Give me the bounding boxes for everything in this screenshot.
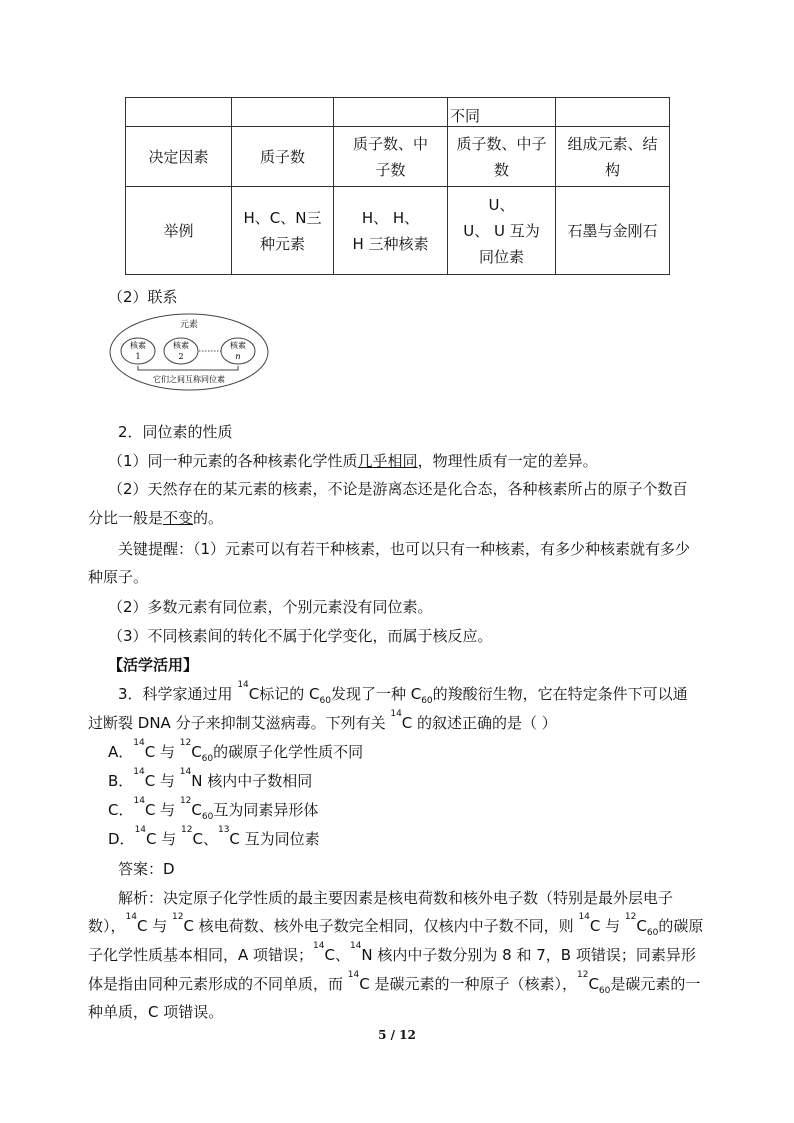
table-cell: H、 H、 H 三种核素 <box>334 187 448 275</box>
option-d[interactable]: D．$^{14}$C 与 $^{12}$C、$^{13}$C 互为同位素 <box>108 825 320 848</box>
table-cell: 质子数 <box>232 127 334 187</box>
question-3: 3．科学家通过用 $^{14}$C标记的 $C_{60}$发现了一种 $C_{60}$的羧酸衍生物，它在特定条件下可以通 <box>118 680 688 706</box>
row-label-example: 举例 <box>126 187 232 275</box>
table-row <box>126 127 670 187</box>
table-cell: 组成元素、结 构 <box>556 127 670 187</box>
row-label-determinant: 决定因素 <box>126 127 232 187</box>
isotope-relation-diagram <box>108 312 270 392</box>
table-row <box>126 187 670 275</box>
paragraph: （1）同一种元素的各种核素化学性质几乎相同，物理性质有一定的差异。 <box>108 452 598 470</box>
comparison-table <box>125 97 670 275</box>
nuclide-1-label: 核素 <box>130 341 146 350</box>
analysis: 子化学性质基本相同，A 项错误；$^{14}$C、$^{14}$N 核内中子数分别为 8 和 7，B 项错误；同素异形 <box>88 941 696 964</box>
active-heading: 【活学活用】 <box>108 656 199 674</box>
table-cell: 不同 <box>448 98 556 127</box>
section-title: 2．同位素的性质 <box>118 423 233 441</box>
nuclide-n-label: 核素 <box>230 341 246 350</box>
table-cell: 质子数、中子 数 <box>448 127 556 187</box>
paragraph: 分比一般是不变的。 <box>88 509 224 527</box>
diagram-bottom-label: 它们之间互称同位素 <box>153 375 225 384</box>
table-row <box>126 98 670 127</box>
paragraph: （2）天然存在的某元素的核素，不论是游离态还是化合态，各种核素所占的原子个数百 <box>108 480 688 498</box>
key-tip: （3）不同核素间的转化不属于化学变化，而属于核反应。 <box>108 627 493 645</box>
option-b[interactable]: B．$^{14}$C 与 $^{14}$N 核内中子数相同 <box>108 767 313 790</box>
nuclide-2-label: 核素 <box>173 341 189 350</box>
analysis: 数），$^{14}$C 与 $^{12}$C 核电荷数、核外电子数完全相同，仅核内中子数不同，则 $^{14}$C 与 $^{12}C_{60}$的碳原 <box>88 912 704 938</box>
nuclide-2-index: 2 <box>178 352 184 361</box>
analysis: 解析：决定原子化学性质的最主要因素是核电荷数和核外电子数（特别是最外层电子 <box>118 889 674 907</box>
diagram-element-label: 元素 <box>179 320 199 330</box>
answer: 答案：D <box>118 860 175 878</box>
page-number: 5 / 12 <box>378 1028 416 1042</box>
relation-heading: （2）联系 <box>108 288 178 306</box>
table-cell: 质子数、中 子数 <box>334 127 448 187</box>
bracket-line <box>138 366 238 370</box>
table-cell: 石墨与金刚石 <box>556 187 670 275</box>
table-cell: H、C、N三 种元素 <box>232 187 334 275</box>
key-tip: 种原子。 <box>88 568 149 586</box>
analysis: 体是指由同种元素形成的不同单质，而 $^{14}$C 是碳元素的一种原子（核素），$^{12}C_{60}$是碳元素的一 <box>88 970 701 996</box>
nuclide-1-index: 1 <box>135 352 141 361</box>
analysis: 种单质，C 项错误。 <box>88 1003 224 1021</box>
table-cell: U、 U、 U 互为 同位素 <box>448 187 556 275</box>
key-tip: （2）多数元素有同位素，个别元素没有同位素。 <box>108 598 433 616</box>
question-3: 过断裂 DNA 分子来抑制艾滋病毒。下列有关 $^{14}$C 的叙述正确的是（ ） <box>88 709 557 732</box>
option-c[interactable]: C．$^{14}$C 与 $^{12}C_{60}$互为同素异形体 <box>108 796 319 822</box>
nuclide-n-index: n <box>235 352 241 361</box>
option-a[interactable]: A．$^{14}$C 与 $^{12}C_{60}$的碳原子化学性质不同 <box>108 738 364 764</box>
key-tip: 关键提醒：（1）元素可以有若干种核素，也可以只有一种核素，有多少种核素就有多少 <box>118 540 691 558</box>
